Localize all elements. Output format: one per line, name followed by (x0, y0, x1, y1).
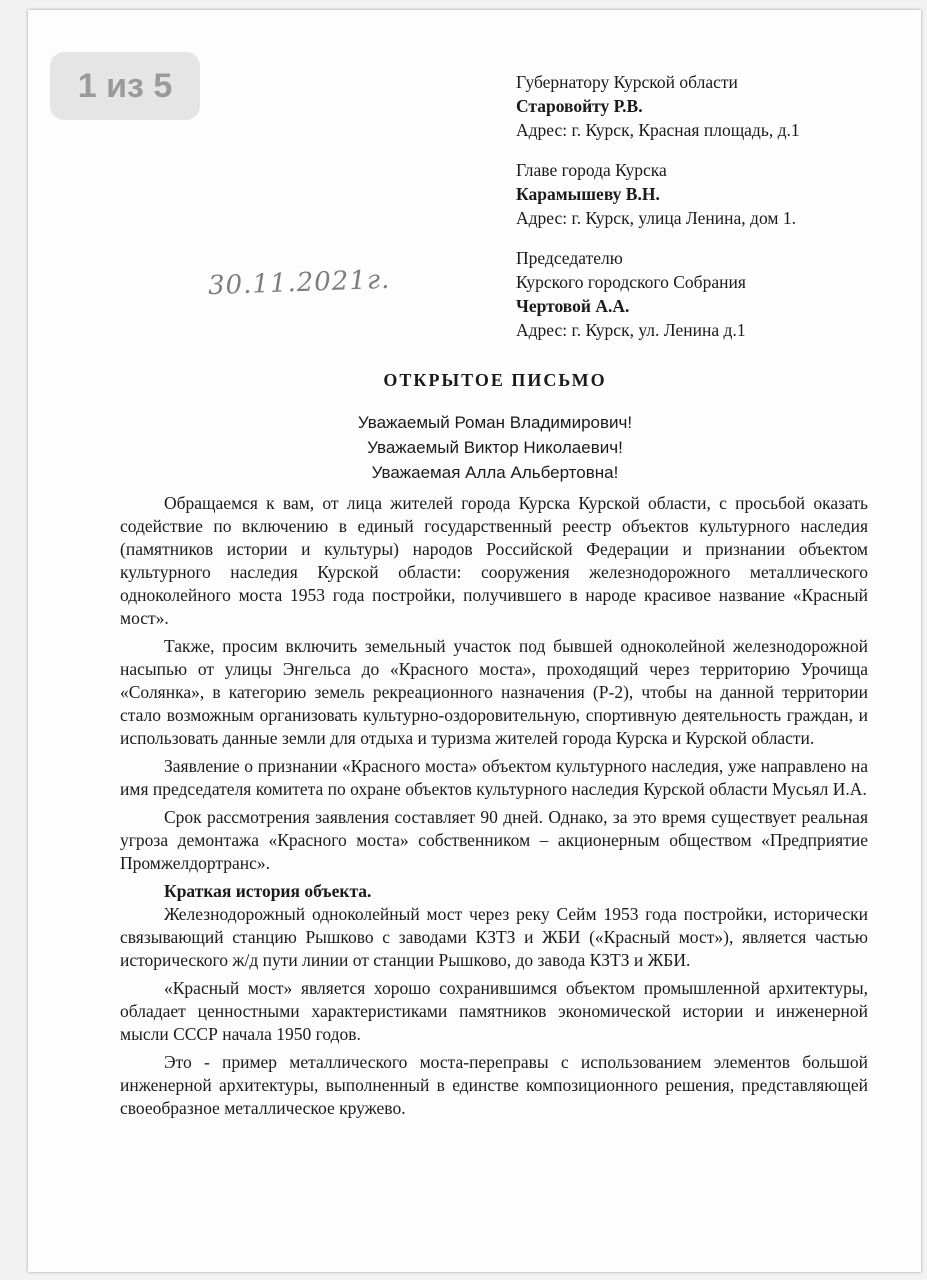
handwritten-date: 30.11.2021г. (207, 264, 391, 302)
body-paragraph: Обращаемся к вам, от лица жителей города Курска Курской области, с просьбой оказать содействие по включению в единый государственный реестр объектов культурного наследия (памятников истории и культуры) народов Российской Федерации и признании объектом культурного наследия Курской области: сооружения железнодорожного металлического одноколейного моста 1953 года постройки, получившего в народе красивое название «Красный мост». (120, 493, 868, 628)
body-paragraph: Также, просим включить земельный участок под бывшей одноколейной железнодорожной насыпью от улицы Энгельса до «Красного моста», проходящий через территорию Урочища «Солянка», в категорию земель рекреационного назначения (Р-2), чтобы на данной территории стало возможным организовать культурно-оздоровительную, спортивную деятельность граждан, и использовать данные земли для отдыха и туризма жителей города Курска и Курской области. (120, 636, 868, 748)
addressee-name: Чертовой А.А. (516, 296, 630, 316)
greeting-line: Уважаемый Роман Владимирович! (357, 413, 633, 432)
letter-title: ОТКРЫТОЕ ПИСЬМО (383, 370, 607, 390)
greeting-line: Уважаемый Виктор Николаевич! (367, 438, 623, 457)
addressee-address: Адрес: г. Курск, улица Ленина, дом 1. (516, 208, 796, 228)
addressee-position-line2: Курского городского Собрания (516, 272, 746, 292)
page-indicator: 1 из 5 (50, 52, 200, 120)
history-heading: Краткая история объекта. (164, 881, 372, 901)
letter-body (120, 492, 868, 1125)
greetings-block (0, 410, 927, 485)
addressee-mayor (516, 158, 916, 230)
addressee-name: Карамышеву В.Н. (516, 184, 660, 204)
addressee-governor (516, 70, 916, 142)
history-paragraph: Это - пример металлического моста-переправы с использованием элементов большой инженерной архитектуры, выполненный в единстве композиционного решения, представляющей своеобразное металлическое кружево. (120, 1052, 868, 1118)
addressee-address: Адрес: г. Курск, ул. Ленина д.1 (516, 320, 746, 340)
addressees-block (516, 70, 916, 358)
addressee-position: Губернатору Курской области (516, 72, 738, 92)
addressee-position: Председателю (516, 248, 623, 268)
addressee-name: Старовойту Р.В. (516, 96, 643, 116)
history-paragraph: «Красный мост» является хорошо сохранившимся объектом промышленной архитектуры, обладает ценностными характеристиками памятников экономической истории и инженерной мысли СССР начала 1950 годов. (120, 978, 868, 1044)
history-paragraph: Железнодорожный одноколейный мост через реку Сейм 1953 года постройки, исторически связывающий станцию Рышково с заводами КЗТЗ и ЖБИ («Красный мост»), является частью исторического ж/д пути линии от станции Рышково, до завода КЗТЗ и ЖБИ. (120, 904, 868, 970)
greeting-line: Уважаемая Алла Альбертовна! (371, 463, 619, 482)
addressee-address: Адрес: г. Курск, Красная площадь, д.1 (516, 120, 800, 140)
addressee-assembly-chair (516, 246, 916, 342)
addressee-position: Главе города Курска (516, 160, 667, 180)
body-paragraph: Заявление о признании «Красного моста» объектом культурного наследия, уже направлено на имя председателя комитета по охране объектов культурного наследия Курской области Мусьял И.А. (120, 756, 868, 799)
body-paragraph: Срок рассмотрения заявления составляет 90 дней. Однако, за это время существует реальная угроза демонтажа «Красного моста» собственником – акционерным обществом «Предприятие Промжелдортранс». (120, 807, 868, 873)
